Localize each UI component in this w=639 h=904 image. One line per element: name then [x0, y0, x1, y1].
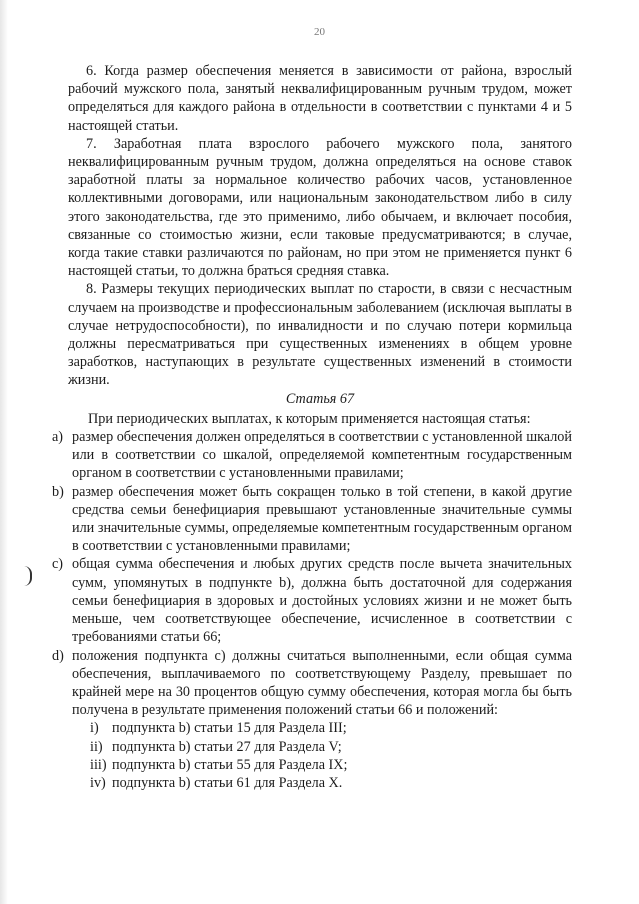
- margin-bracket-mark: [24, 566, 32, 586]
- sublist-item-text: подпункта b) статьи 27 для Раздела V;: [112, 738, 342, 755]
- list-item-label: a): [52, 429, 64, 446]
- sublist-item-ii: [90, 738, 572, 756]
- list-item-label: b): [52, 483, 64, 500]
- list-item-text: размер обеспечения может быть сокращен только в той степени, в какой другие средства семьи бенефициария превышают установленные значительные суммы или значительные суммы, определяемые компетентным государственным органом в соответствии с установленными правилами;: [72, 483, 572, 555]
- list-item-text: общая сумма обеспечения и любых других средств после вычета значительных сумм, упомянутых в подпункте b), должна быть достаточной для содержания семьи бенефициария в здоровых и достойных условиях жизни и не может быть меньше, чем соответствующее обеспечение, исчисленное в соответствии с требованиями статьи 66;: [72, 556, 572, 646]
- list-item-text: положения подпункта с) должны считаться выполненными, если общая сумма обеспечения, выплачиваемого по соответствующему Разделу, превышает по крайней мере на 30 процентов общую сумму обеспечения, которая могла бы быть получена в результате применения положений статьи 66 и положений:: [72, 647, 572, 719]
- page-number: 20: [314, 26, 325, 38]
- sublist-item-text: подпункта b) статьи 55 для Раздела IX;: [112, 756, 348, 773]
- sublist-item-iii: [90, 756, 572, 774]
- list-item-d: [52, 647, 572, 720]
- list-item-a: [52, 428, 572, 483]
- sublist-item-i: [90, 719, 572, 737]
- sublist-item-label: i): [90, 720, 99, 737]
- scan-edge-shadow: [0, 0, 8, 904]
- sublist: [90, 719, 572, 792]
- sublist-item-iv: [90, 774, 572, 792]
- list-item-b: [52, 483, 572, 556]
- list-item-label: d): [52, 647, 64, 664]
- paragraph-7: 7. Заработная плата взрослого рабочего мужского пола, занятого неквалифицированным ручным трудом, должна определяться на основе ставок заработной платы за нормальное количество рабочих часов, установленное коллективными договорами, или национальным законодательством либо в силу этого законодательства, где это применимо, либо обычаем, и включает пособия, связанные со стоимостью жизни, если таковые предусматриваются; в случае, когда такие ставки различаются по районам, но при этом не применяется пункт 6 настоящей статьи, то должна браться средняя ставка.: [68, 135, 572, 280]
- sublist-item-label: iii): [90, 756, 107, 773]
- paragraph-6: 6. Когда размер обеспечения меняется в зависимости от района, взрослый рабочий мужского пола, занятый неквалифицированным ручным трудом, может определяться для каждого района в отдельности в соответствии с пунктами 4 и 5 настоящей статьи.: [68, 63, 572, 134]
- paragraph-8: 8. Размеры текущих периодических выплат по старости, в связи с несчастным случаем на производстве и профессиональным заболеванием (исключая выплаты в случае нетрудоспособности), по инвалидности и по случаю потери кормильца должны пересматриваться при существенных изменениях в общем уровне заработков, наступающих в результате существенных изменений в стоимости жизни.: [68, 281, 572, 389]
- sublist-item-text: подпункта b) статьи 15 для Раздела III;: [112, 720, 347, 737]
- article-intro: При периодических выплатах, к которым применяется настоящая статья:: [88, 410, 531, 427]
- sublist-item-label: iv): [90, 774, 106, 791]
- sublist-item-label: ii): [90, 738, 103, 755]
- list-item-label: c): [52, 556, 64, 573]
- sublist-item-text: подпункта b) статьи 61 для Раздела X.: [112, 774, 343, 791]
- document-body: [52, 62, 572, 792]
- list-item-c: [52, 555, 572, 646]
- article-heading: Статья 67: [285, 390, 355, 407]
- list-item-text: размер обеспечения должен определяться в соответствии с установленной шкалой или в соответствии со шкалой, определяемой компетентным государственным органом в соответствии с установленными правилами;: [72, 429, 572, 482]
